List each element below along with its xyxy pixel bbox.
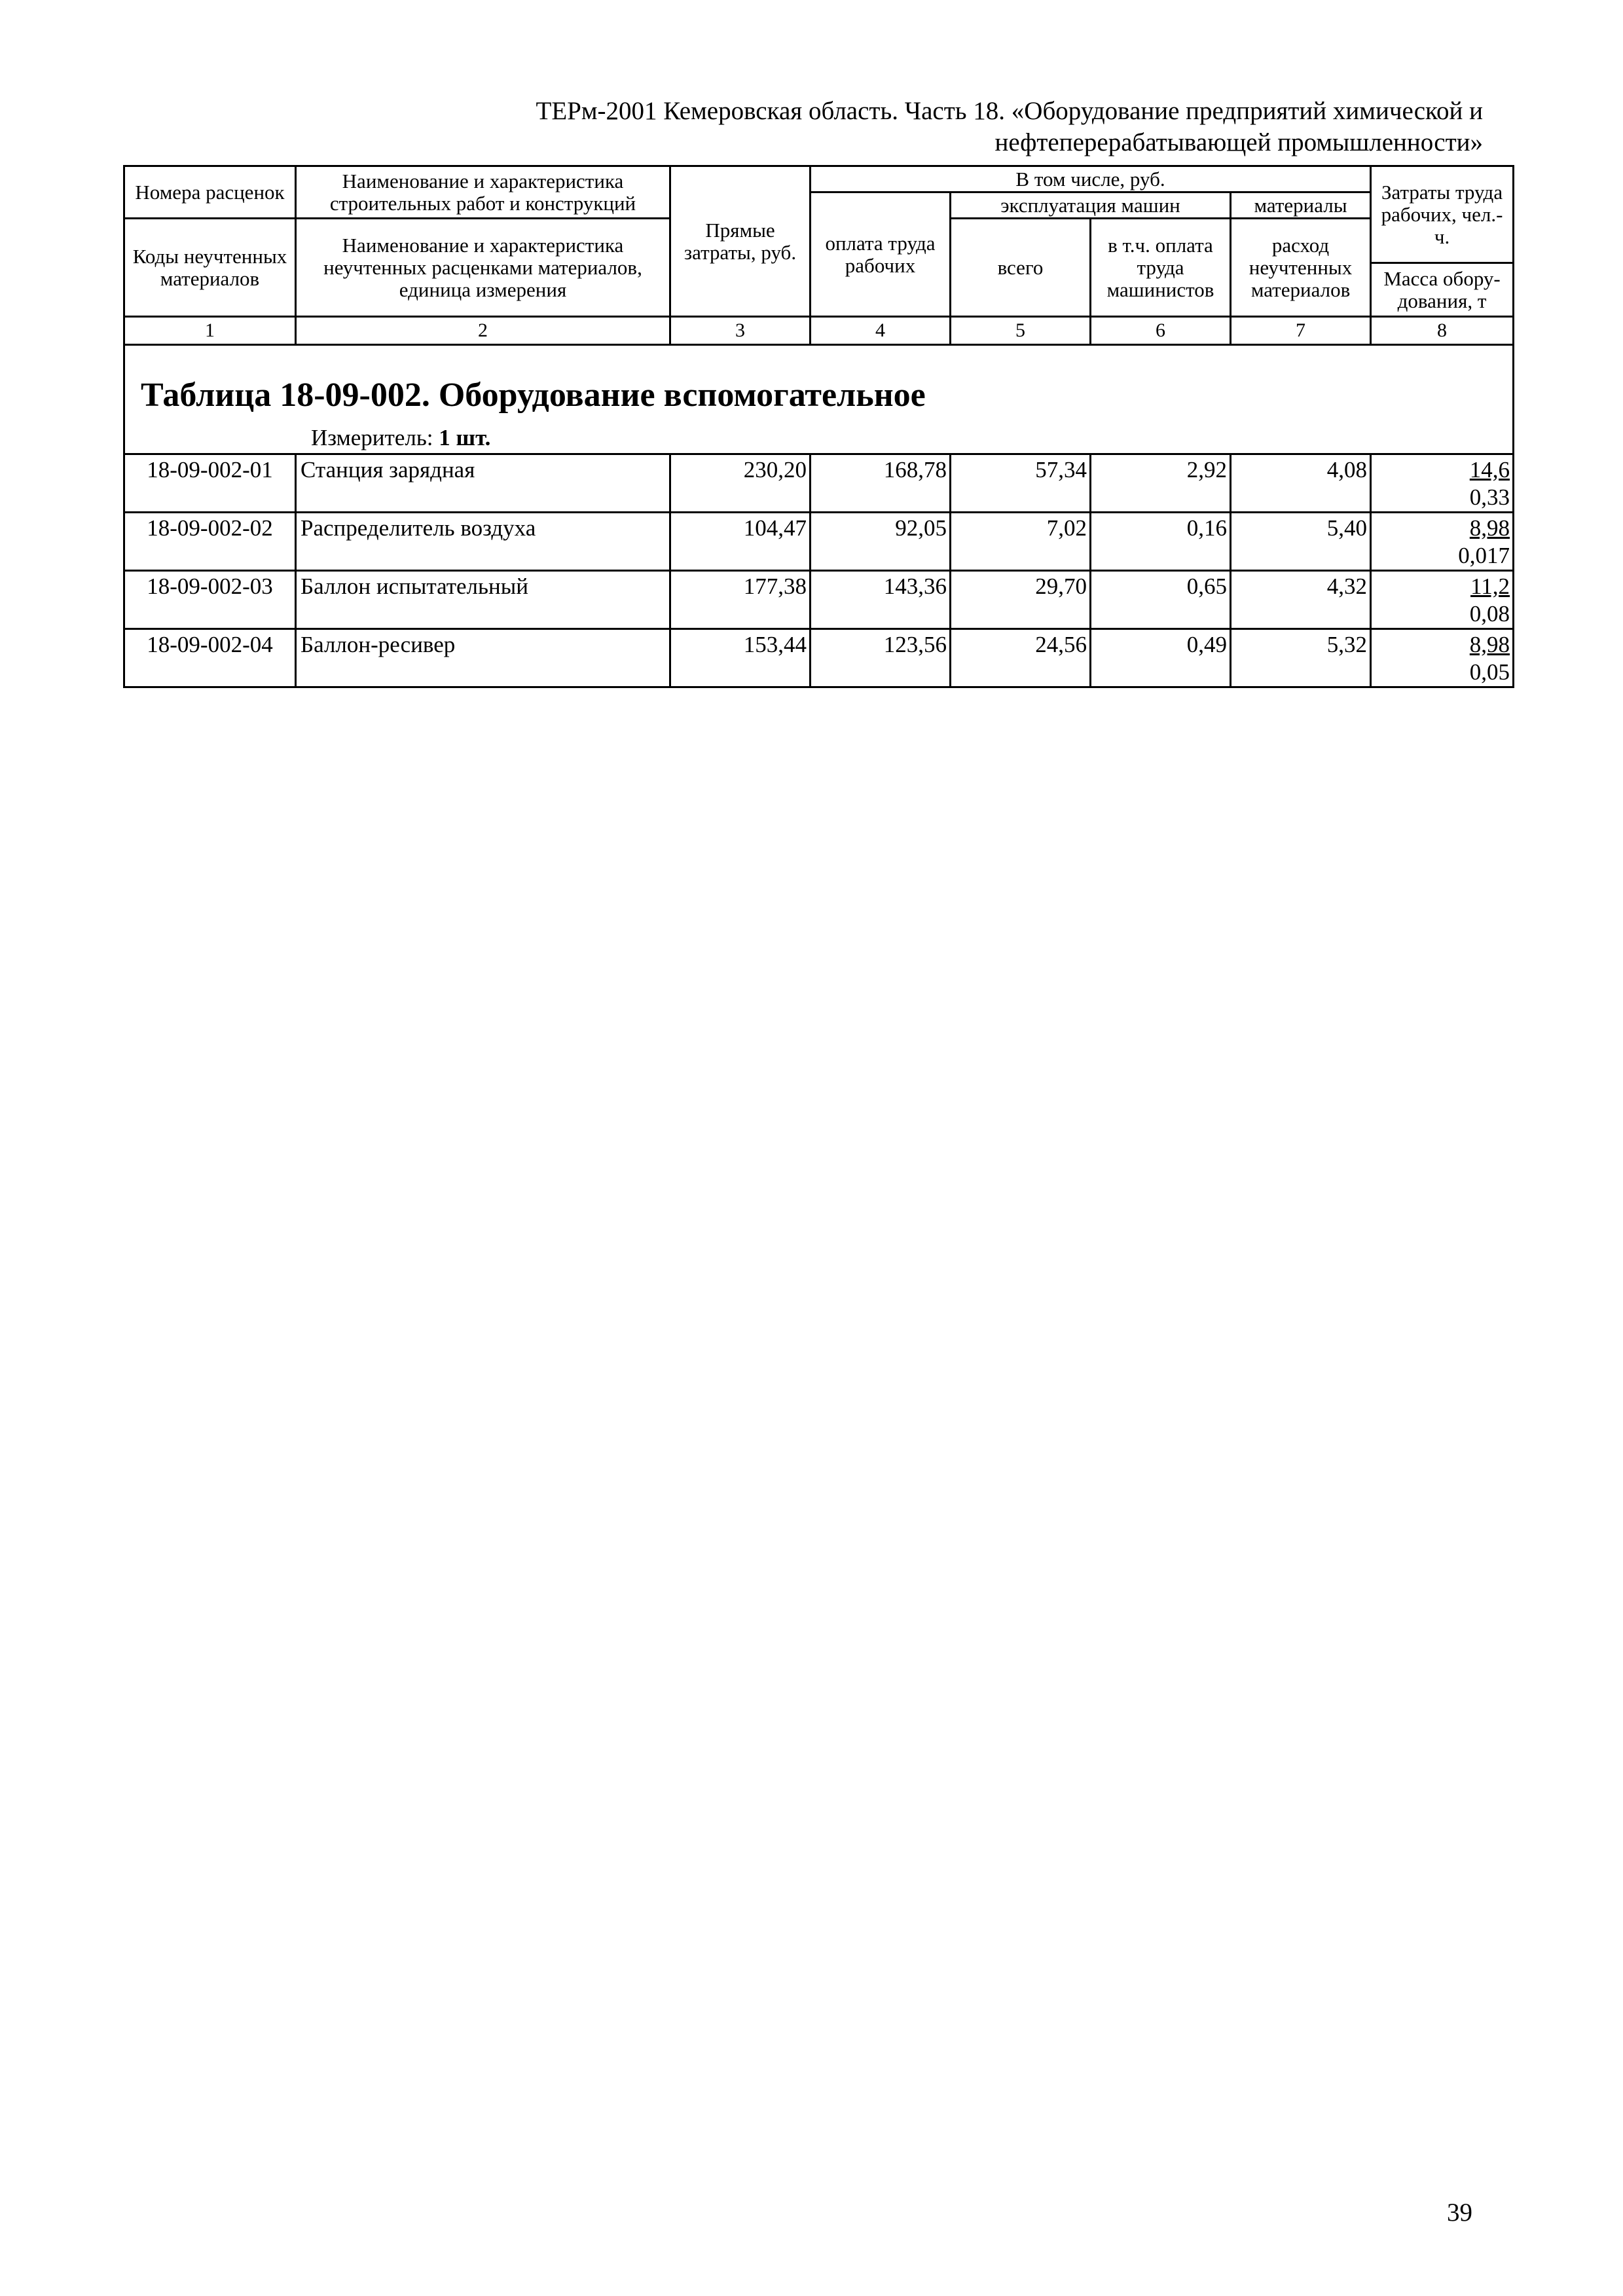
rate-name: Распределитель воздуха [296, 513, 670, 571]
machines-total: 29,70 [951, 571, 1091, 629]
page-header [239, 96, 1483, 158]
rate-name: Станция зарядная [296, 454, 670, 513]
labor-pay: 143,36 [811, 571, 951, 629]
col-header-group-including: В том числе, руб. [811, 166, 1371, 192]
labor-hours-and-mass [1371, 571, 1514, 629]
materials: 4,08 [1231, 454, 1371, 513]
labor-pay: 92,05 [811, 513, 951, 571]
column-number: 1 [124, 317, 296, 345]
machines-total: 7,02 [951, 513, 1091, 571]
column-number: 7 [1231, 317, 1371, 345]
col-header-material-codes: Коды неучтенных материалов [124, 219, 296, 317]
column-number: 4 [811, 317, 951, 345]
labor-pay: 168,78 [811, 454, 951, 513]
machines-total: 57,34 [951, 454, 1091, 513]
equipment-mass: 0,017 [1458, 543, 1510, 568]
col-header-material-names: Наименование и характеристика неучтенных расценками материалов, единица измерения [296, 219, 670, 317]
rate-name: Баллон-ресивер [296, 629, 670, 687]
section-unit [125, 424, 1512, 453]
table-row [124, 629, 1514, 687]
col-header-work-name: Наименование и характеристика строительных работ и конструкций [296, 166, 670, 219]
rate-code: 18-09-002-03 [124, 571, 296, 629]
table-row [124, 513, 1514, 571]
rates-table [123, 165, 1514, 688]
col-header-direct-costs: Прямые затраты, руб. [670, 166, 811, 317]
rate-name: Баллон испытательный [296, 571, 670, 629]
equipment-mass: 0,05 [1469, 659, 1510, 685]
direct-costs: 153,44 [670, 629, 811, 687]
page-number: 39 [1447, 2198, 1472, 2227]
machines-total: 24,56 [951, 629, 1091, 687]
labor-hours-and-mass [1371, 513, 1514, 571]
labor-hours: 8,98 [1469, 515, 1510, 541]
equipment-mass: 0,33 [1469, 484, 1510, 510]
col-header-labor-hours: Затраты труда рабочих, чел.-ч. [1371, 166, 1514, 263]
column-number: 5 [951, 317, 1091, 345]
direct-costs: 104,47 [670, 513, 811, 571]
col-header-machine-operators-pay: в т.ч. оплата труда машинистов [1091, 219, 1231, 317]
labor-hours-and-mass [1371, 454, 1514, 513]
operators-pay: 0,65 [1091, 571, 1231, 629]
col-header-labor-pay: оплата труда рабочих [811, 192, 951, 317]
col-header-group-machines: эксплуатация машин [951, 192, 1231, 219]
labor-hours: 14,6 [1469, 457, 1510, 483]
operators-pay: 0,16 [1091, 513, 1231, 571]
materials: 5,32 [1231, 629, 1371, 687]
unit-value: 1 шт. [439, 425, 491, 450]
materials: 4,32 [1231, 571, 1371, 629]
col-header-unaccounted-materials: расход неучтенных материалов [1231, 219, 1371, 317]
col-header-equipment-mass: Масса обору-дования, т [1371, 263, 1514, 317]
unit-label: Измеритель: [311, 425, 433, 450]
rate-code: 18-09-002-02 [124, 513, 296, 571]
table-row [124, 571, 1514, 629]
operators-pay: 2,92 [1091, 454, 1231, 513]
col-header-rate-number: Номера расценок [124, 166, 296, 219]
labor-pay: 123,56 [811, 629, 951, 687]
page-header-line-1: ТЕРм-2001 Кемеровская область. Часть 18. «Оборудование предприятий химической и [536, 97, 1483, 125]
column-number: 8 [1371, 317, 1514, 345]
materials: 5,40 [1231, 513, 1371, 571]
table-row [124, 454, 1514, 513]
column-numbers-row [124, 317, 1514, 345]
col-header-machines-total: всего [951, 219, 1091, 317]
labor-hours-and-mass [1371, 629, 1514, 687]
direct-costs: 177,38 [670, 571, 811, 629]
column-number: 2 [296, 317, 670, 345]
operators-pay: 0,49 [1091, 629, 1231, 687]
labor-hours: 8,98 [1469, 632, 1510, 657]
equipment-mass: 0,08 [1469, 601, 1510, 627]
section-title: Таблица 18-09-002. Оборудование вспомогательное [141, 376, 926, 414]
rate-code: 18-09-002-04 [124, 629, 296, 687]
direct-costs: 230,20 [670, 454, 811, 513]
labor-hours: 11,2 [1470, 574, 1510, 599]
rate-code: 18-09-002-01 [124, 454, 296, 513]
section-header [124, 345, 1514, 454]
column-number: 6 [1091, 317, 1231, 345]
column-number: 3 [670, 317, 811, 345]
col-header-group-materials: материалы [1231, 192, 1371, 219]
page-header-line-2: нефтеперерабатывающей промышленности» [994, 128, 1483, 156]
